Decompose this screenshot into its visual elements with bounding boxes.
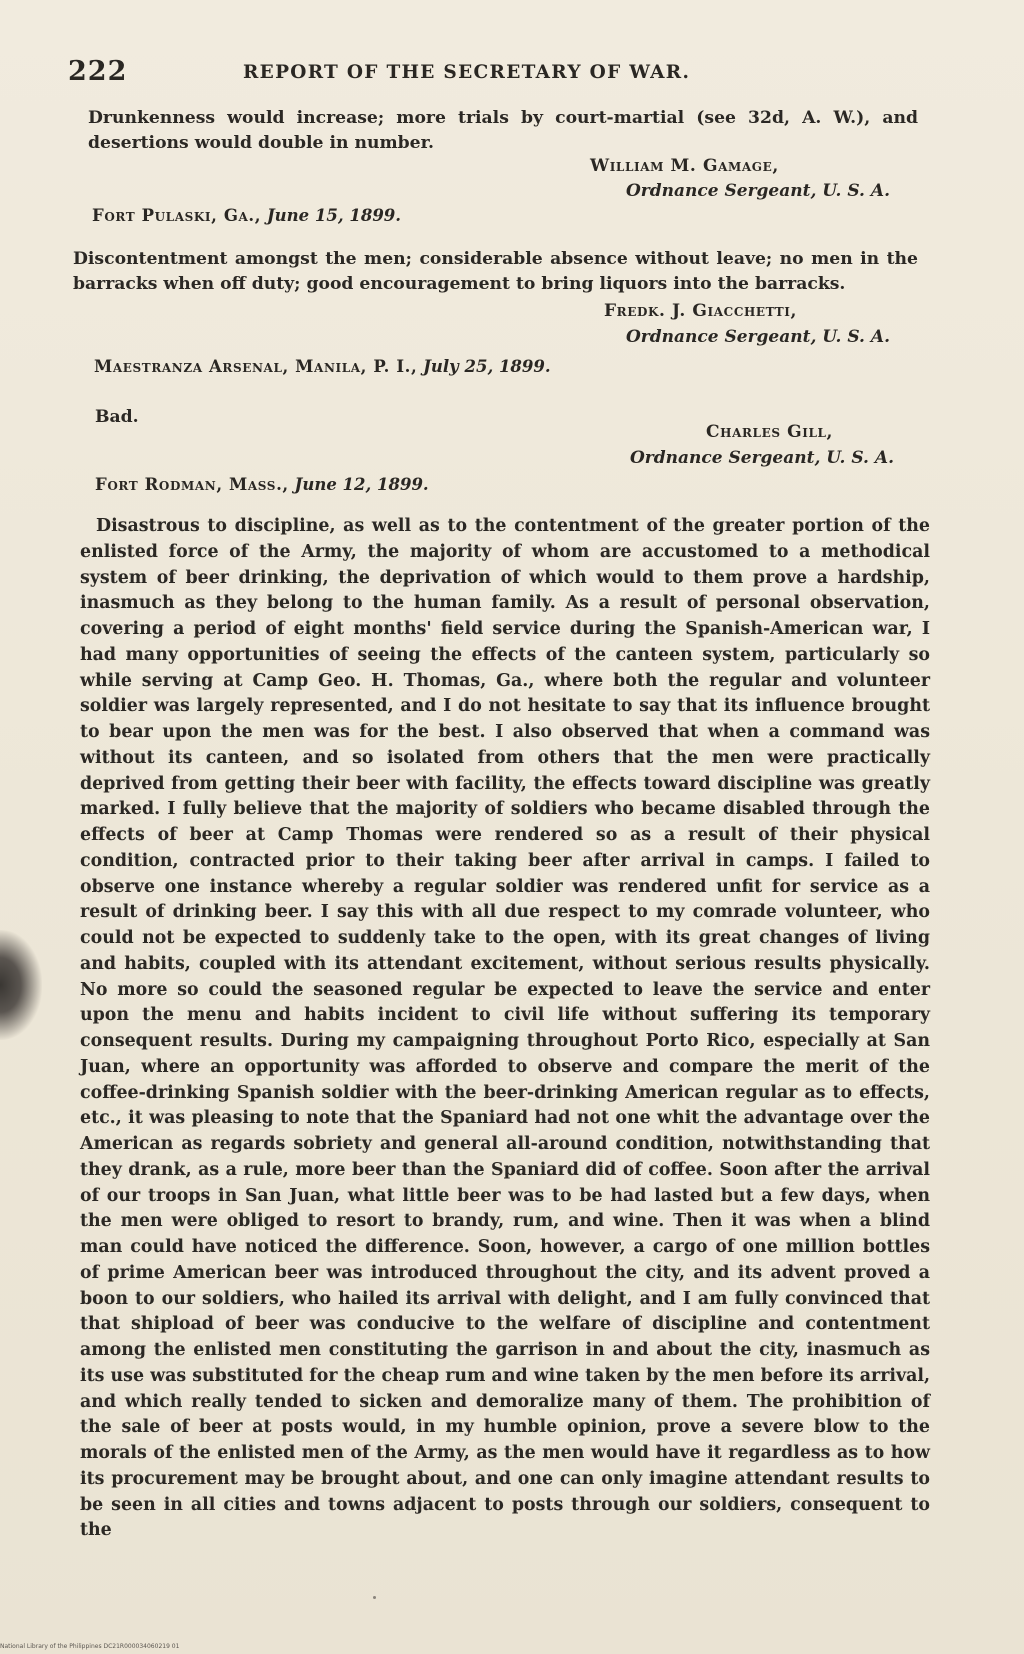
entry-2-text: Discontentment amongst the men; considerable absence without leave; no men in the barracks when off duty; good encouragement to bring liquors into the barracks.: [73, 249, 918, 295]
entry-1-place: Fort Pulaski, Ga.,: [92, 206, 262, 225]
entry-1-signature-title: Ordnance Sergeant, U. S. A.: [626, 181, 891, 201]
entry-3-signature-name: Charles Gill,: [706, 422, 834, 442]
entry-3-place: Fort Rodman, Mass.,: [95, 475, 289, 494]
entry-1-text: Drunkenness would increase; more trials by court-martial (see 32d, A. W.), and desertions would double in number.: [88, 108, 918, 154]
entry-3-signature-title: Ordnance Sergeant, U. S. A.: [630, 448, 895, 468]
entry-1-signature-name: William M. Gamage,: [590, 156, 779, 176]
entry-1-place-date: [92, 204, 401, 228]
entry-1-date: June 15, 1899.: [266, 206, 402, 225]
entry-2-date: July 25, 1899.: [423, 357, 551, 376]
page-header: [68, 56, 918, 92]
entry-3-text: Bad.: [95, 407, 139, 427]
library-footer-note: National Library of the Philippines DC21R000034060219 01: [0, 1643, 180, 1650]
paper-speck: [373, 1596, 376, 1599]
entry-2-signature-name: Fredk. J. Giacchetti,: [604, 301, 798, 321]
main-paragraph: Disastrous to discipline, as well as to the contentment of the greater portion of the enlisted force of the Army, the majority of whom are accustomed to a methodical system of beer drinking, the deprivation of which would to them prove a hardship, inasmuch as they belong to the human family. As a result of personal observation, covering a period of eight months' field service during the Spanish-American war, I had many opportunities of seeing the effects of the canteen system, particularly so while serving at Camp Geo. H. Thomas, Ga., where both the regular and volunteer soldier was largely represented, and I do not hesitate to say that its influence brought to bear upon the men was for the best. I also observed that when a command was without its canteen, and so isolated from others that the men were practically deprived from getting their beer with facility, the effects toward discipline was greatly marked. I fully believe that the majority of soldiers who became disabled through the effects of beer at Camp Thomas were rendered so as a result of their physical condition, contracted prior to their taking beer after arrival in camps. I failed to observe one instance whereby a regular soldier was rendered unfit for service as a result of drinking beer. I say this with all due respect to my comrade volunteer, who could not be expected to suddenly take to the open, with its great changes of living and habits, coupled with its attendant excitement, without serious results physically. No more so could the seasoned regular be expected to leave the service and enter upon the menu and habits incident to civil life without suffering its temporary consequent results. During my campaigning throughout Porto Rico, especially at San Juan, where an opportunity was afforded to observe and compare the merit of the coffee-drinking Spanish soldier with the beer-drinking American regular as to effects, etc., it was pleasing to note that the Spaniard had not one whit the advantage over the American as regards sobriety and general all-around condition, notwithstanding that they drank, as a rule, more beer than the Spaniard did of coffee. Soon after the arrival of our troops in San Juan, what little beer was to be had lasted but a few days, when the men were obliged to resort to brandy, rum, and wine. Then it was when a blind man could have noticed the difference. Soon, however, a cargo of one million bottles of prime American beer was introduced throughout the city, and its advent proved a boon to our soldiers, who hailed its arrival with delight, and I am fully convinced that that shipload of beer was conducive to the welfare of discipline and contentment among the enlisted men constituting the garrison in and about the city, inasmuch as its use was substituted for the cheap rum and wine taken by the men before its arrival, and which really tended to sicken and demoralize many of them. The prohibition of the sale of beer at posts would, in my humble opinion, prove a severe blow to the morals of the enlisted men of the Army, as the men would have it regardless as to how its procurement may be brought about, and one can only imagine attendant results to be seen in all cities and towns adjacent to posts through our soldiers, consequent to the: [80, 516, 930, 1541]
entry-3-place-date: [95, 473, 429, 497]
entry-3-date: June 12, 1899.: [294, 475, 429, 494]
entry-2-signature-title: Ordnance Sergeant, U. S. A.: [626, 327, 891, 347]
entry-2-place-date: [94, 355, 551, 379]
entry-2-place: Maestranza Arsenal, Manila, P. I.,: [94, 357, 418, 376]
page-number: 222: [68, 56, 128, 87]
running-head: REPORT OF THE SECRETARY OF WAR.: [243, 62, 691, 83]
